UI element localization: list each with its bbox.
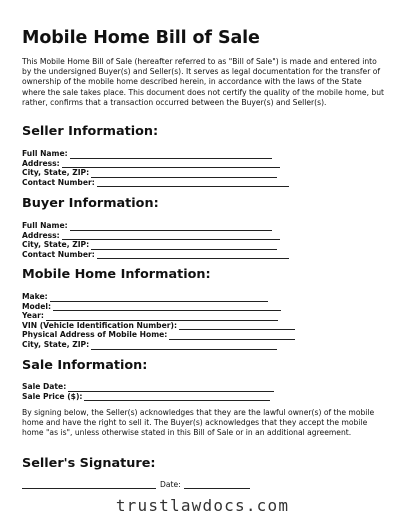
buyer-contact-label: Contact Number:: [22, 249, 95, 259]
vin-label: VIN (Vehicle Identification Number):: [22, 320, 178, 330]
buyer-info-fields: [22, 221, 289, 259]
seller-full-name-label: Full Name:: [22, 149, 68, 158]
mobile-home-info-heading: Mobile Home Information:: [22, 267, 211, 282]
seller-full-name-blank[interactable]: [70, 151, 272, 159]
vin-row: [22, 321, 295, 331]
seller-full-name-row: [22, 149, 289, 159]
seller-info-fields: [22, 149, 289, 187]
sale-date-row: [22, 382, 274, 392]
page-title: Mobile Home Bill of Sale: [22, 28, 260, 48]
sale-date-blank[interactable]: [68, 384, 274, 392]
buyer-city-blank[interactable]: [91, 242, 277, 250]
sale-date-label: Sale Date:: [22, 382, 67, 391]
buyer-address-blank[interactable]: [62, 232, 280, 240]
acknowledgment-paragraph: By signing below, the Seller(s) acknowledges that they are the lawful owner(s) of the mobile home and have the right to sell it. The Buyer(s) acknowledges that they accept the mobile home "as is", unless otherwise stated in this Bill of Sale or in an additional agreement.: [22, 408, 375, 437]
seller-contact-label: Contact Number:: [22, 177, 95, 187]
vin-blank[interactable]: [179, 322, 295, 330]
signature-date-blank[interactable]: [184, 481, 250, 489]
seller-city-row: [22, 168, 289, 178]
seller-contact-row: [22, 178, 289, 188]
make-row: [22, 292, 295, 302]
buyer-contact-row: [22, 250, 289, 260]
intro-paragraph: This Mobile Home Bill of Sale (hereafter referred to as "Bill of Sale") is made and entered into by the undersigned Buyer(s) and Seller(s). It serves as legal documentation for the transfer of ownership of the mobile home described herein, in accordance with the laws of the State where the sale takes place. This document does not certify the quality of the mobile home, but rather, confirms that a transaction occurred between the Buyer(s) and Seller(s).: [22, 57, 385, 107]
model-blank[interactable]: [53, 303, 281, 311]
make-label: Make:: [22, 292, 48, 301]
watermark-text: trustlawdocs.com: [115, 496, 290, 515]
sale-info-fields: [22, 382, 274, 401]
physical-address-blank[interactable]: [169, 332, 295, 340]
year-label: Year:: [22, 311, 44, 321]
seller-signature-heading: Seller's Signature:: [22, 456, 156, 471]
seller-address-label: Address:: [22, 158, 60, 168]
make-blank[interactable]: [50, 294, 268, 302]
model-row: [22, 302, 295, 312]
physical-address-row: [22, 330, 295, 340]
seller-address-blank[interactable]: [62, 160, 280, 168]
buyer-city-row: [22, 240, 289, 250]
seller-address-row: [22, 159, 289, 169]
mh-city-blank[interactable]: [91, 342, 277, 350]
date-label: Date:: [160, 480, 181, 489]
mh-city-row: [22, 340, 295, 350]
buyer-full-name-blank[interactable]: [70, 223, 272, 231]
year-row: [22, 311, 295, 321]
buyer-info-heading: Buyer Information:: [22, 196, 159, 211]
buyer-contact-blank[interactable]: [97, 251, 289, 259]
seller-signature-row: [22, 480, 250, 489]
mh-city-label: City, State, ZIP:: [22, 339, 90, 349]
model-label: Model:: [22, 301, 51, 311]
physical-address-label: Physical Address of Mobile Home:: [22, 330, 168, 340]
seller-info-heading: Seller Information:: [22, 124, 159, 139]
buyer-city-label: City, State, ZIP:: [22, 240, 90, 250]
sale-info-heading: Sale Information:: [22, 358, 148, 373]
buyer-full-name-label: Full Name:: [22, 221, 68, 230]
buyer-address-row: [22, 231, 289, 241]
seller-contact-blank[interactable]: [97, 179, 289, 187]
sale-price-blank[interactable]: [84, 393, 270, 401]
seller-city-blank[interactable]: [91, 170, 277, 178]
sale-price-label: Sale Price ($):: [22, 391, 83, 401]
sale-price-row: [22, 392, 274, 402]
buyer-full-name-row: [22, 221, 289, 231]
year-blank[interactable]: [46, 313, 278, 321]
mobile-home-info-fields: [22, 292, 295, 350]
buyer-address-label: Address:: [22, 230, 60, 240]
seller-city-label: City, State, ZIP:: [22, 168, 90, 178]
seller-signature-blank[interactable]: [22, 481, 156, 489]
